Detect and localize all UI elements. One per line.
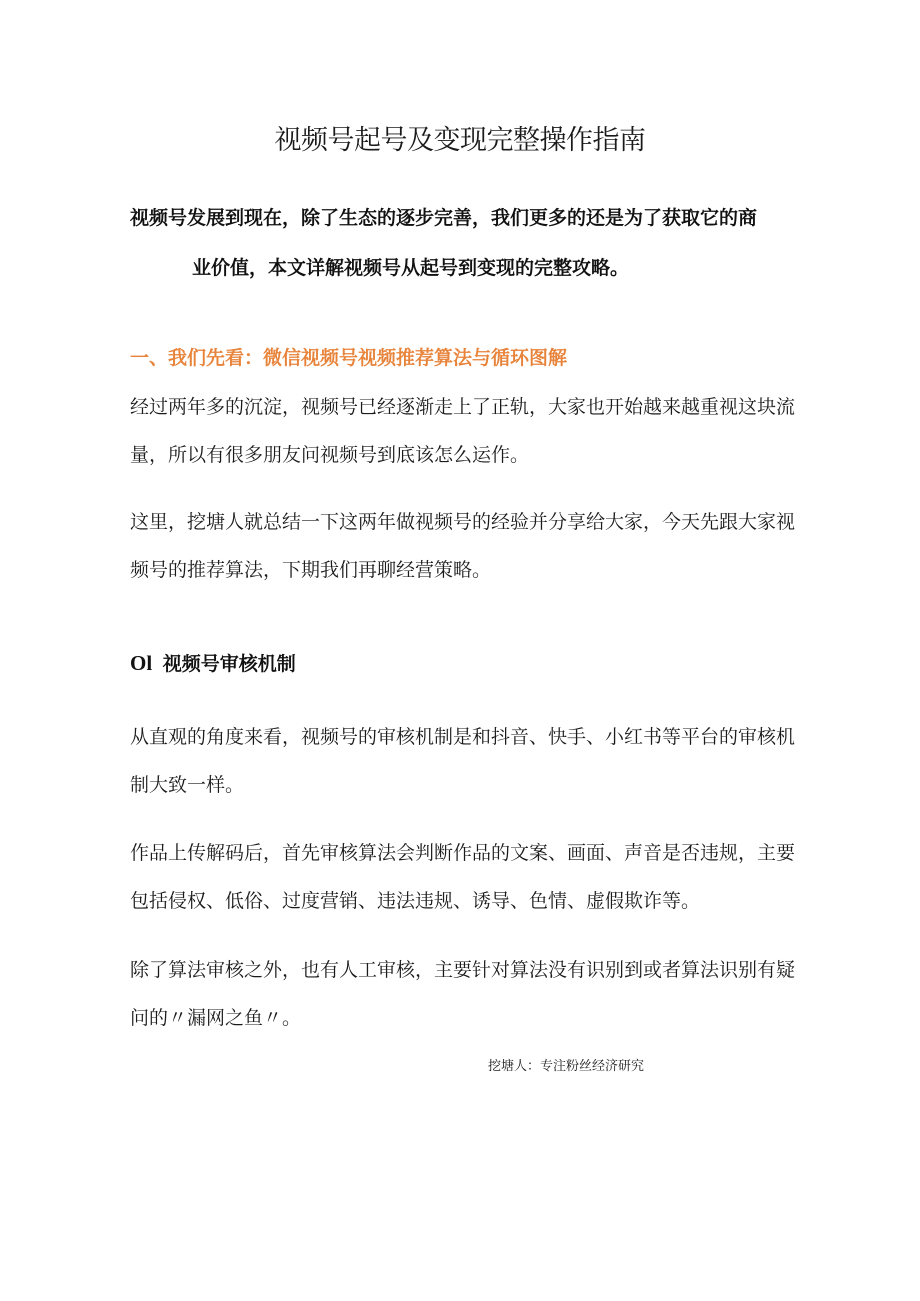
intro-line-2: 业价值，本文详解视频号从起号到变现的完整攻略。 (192, 257, 630, 279)
intro-paragraph (130, 193, 794, 293)
document-title: 视频号起号及变现完整操作指南 (274, 125, 646, 156)
subsection-paragraph-3: 除了算法审核之外，也有人工审核，主要针对算法没有识别到或者算法识别有疑问的〃漏网之鱼〃。 (130, 959, 796, 1029)
subsection-paragraph-2: 作品上传解码后，首先审核算法会判断作品的文案、画面、声音是否违规，主要包括侵权、低俗、过度营销、违法违规、诱导、色情、虚假欺诈等。 (130, 842, 796, 912)
subsection-title: 视频号审核机制 (162, 653, 296, 675)
intro-line-1: 视频号发展到现在，除了生态的逐步完善，我们更多的还是为了获取它的商 (130, 207, 758, 229)
subsection-number: Ol (130, 651, 153, 675)
section-paragraph-2: 这里，挖塘人就总结一下这两年做视频号的经验并分享给大家，今天先跟大家视频号的推荐算法，下期我们再聊经营策略。 (130, 511, 796, 581)
subsection-heading (130, 643, 810, 684)
subsection-paragraph-1: 从直观的角度来看，视频号的审核机制是和抖音、快手、小红书等平台的审核机制大致一样。 (130, 726, 796, 796)
section-paragraph-1: 经过两年多的沉淀，视频号已经逐渐走上了正轨，大家也开始越来越重视这块流量，所以有很多朋友问视频号到底该怎么运作。 (130, 396, 796, 466)
section-heading: 一、我们先看：微信视频号视频推荐算法与循环图解 (130, 347, 568, 369)
footer-note: 挖塘人：专注粉丝经济研究 (488, 1059, 645, 1074)
